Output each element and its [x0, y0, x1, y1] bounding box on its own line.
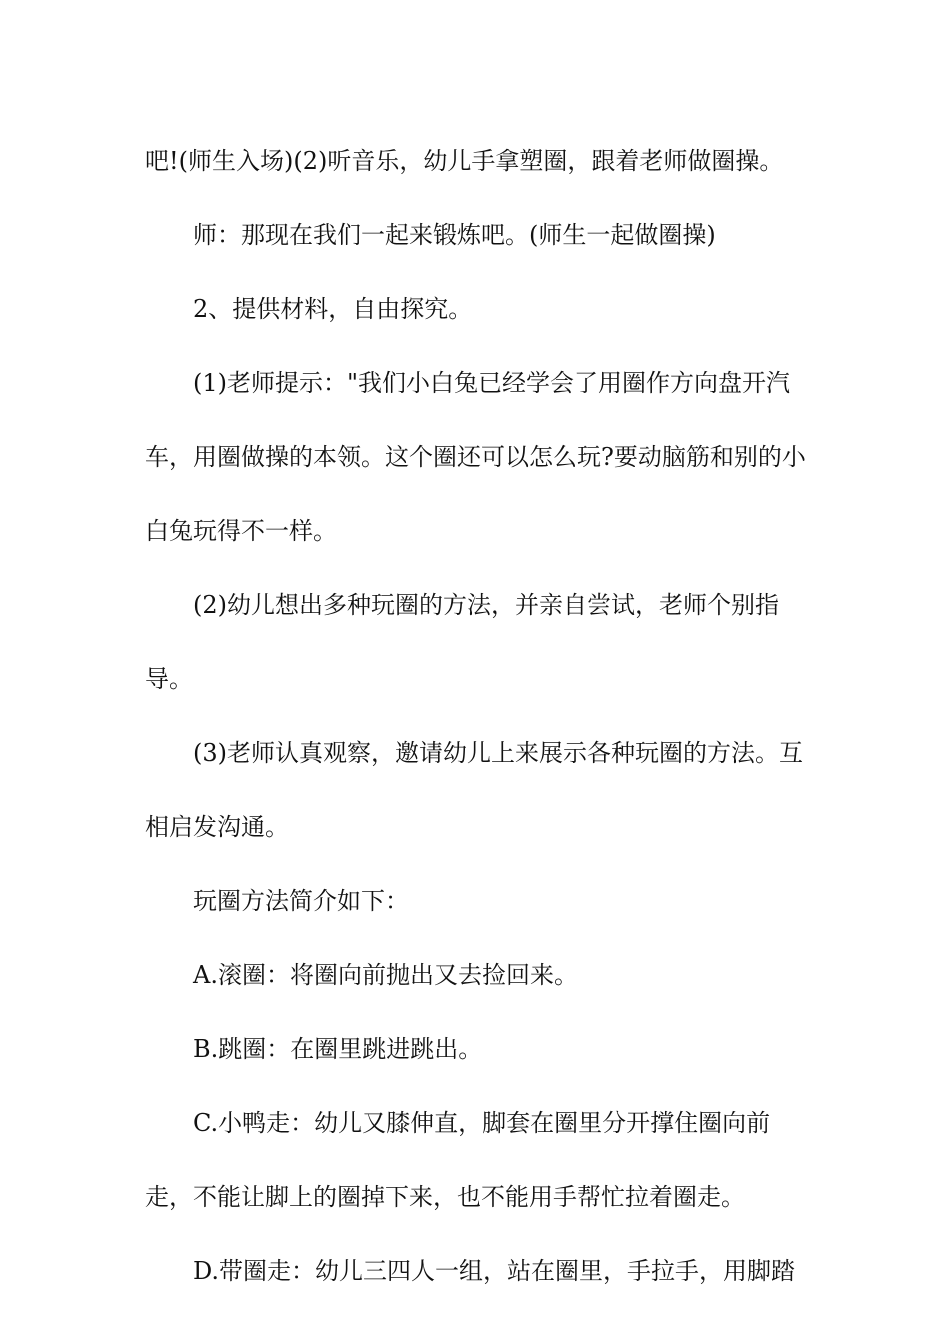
paragraph-2: 师：那现在我们一起来锻炼吧。(师生一起做圈操)	[193, 221, 716, 249]
paragraph-7: 玩圈方法简介如下：	[193, 887, 409, 915]
paragraph-9: B.跳圈：在圈里跳进跳出。	[193, 1035, 483, 1063]
document-body	[145, 124, 815, 1308]
paragraph-1: 吧!(师生入场)(2)听音乐，幼儿手拿塑圈，跟着老师做圈操。	[145, 147, 784, 175]
paragraph-3: 2、提供材料，自由探究。	[193, 295, 473, 323]
paragraph-8: A.滚圈：将圈向前抛出又去捡回来。	[193, 961, 578, 989]
paragraph-4: (1)老师提示："我们小白兔已经学会了用圈作方向盘开汽车，用圈做操的本领。这个圈还可以怎么玩?要动脑筋和别的小白兔玩得不一样。	[145, 369, 806, 545]
paragraph-5: (2)幼儿想出多种玩圈的方法，并亲自尝试，老师个别指导。	[145, 591, 779, 693]
paragraph-11: D.带圈走：幼儿三四人一组，站在圈里，手拉手，用脚踏	[193, 1257, 796, 1285]
paragraph-6: (3)老师认真观察，邀请幼儿上来展示各种玩圈的方法。互相启发沟通。	[145, 739, 803, 841]
paragraph-10: C.小鸭走：幼儿又膝伸直，脚套在圈里分开撑住圈向前走，不能让脚上的圈掉下来，也不能用手帮忙拉着圈走。	[145, 1109, 771, 1211]
